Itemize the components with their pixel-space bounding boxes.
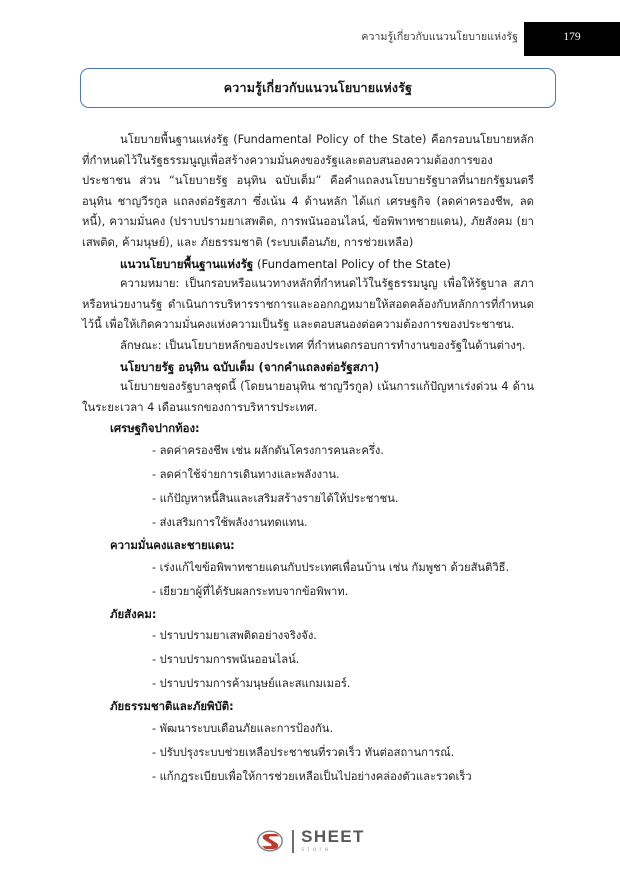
group-title-disaster: ภัยธรรมชาติและภัยพิบัติ:	[110, 699, 234, 714]
list-item: - เยียวยาผู้ที่ได้รับผลกระทบจากข้อพิพาท.	[152, 584, 349, 598]
document-body	[82, 130, 534, 789]
list-item: - ปรับปรุงระบบช่วยเหลือประชาชนที่รวดเร็ว ทันต่อสถานการณ์.	[152, 745, 455, 759]
list-item: - ปราบปรามการค้ามนุษย์และสแกมเมอร์.	[152, 677, 351, 691]
list-item: - พัฒนาระบบเตือนภัยและการป้องกัน.	[152, 721, 334, 735]
list-item: - ลดค่าครองชีพ เช่น ผลักดันโครงการคนละครึ่ง.	[152, 443, 384, 457]
running-header-title: ความรู้เกี่ยวกับแนวนโยบายแห่งรัฐ	[361, 31, 518, 43]
group-title-social-threat: ภัยสังคม:	[110, 606, 157, 621]
section-1-heading	[82, 254, 534, 275]
group-title-security: ความมั่นคงและชายแดน:	[110, 537, 235, 552]
page-header	[0, 22, 620, 58]
section-1-characteristic: ลักษณะ: เป็นนโยบายหลักของประเทศ ที่กำหนดกรอบการทำงานของรัฐในด้านต่างๆ.	[120, 338, 526, 352]
list-item: - เร่งแก้ไขข้อพิพาทชายแดนกับประเทศเพื่อนบ้าน เช่น กัมพูชา ด้วยสันติวิธี.	[152, 560, 510, 574]
logo-divider	[292, 830, 294, 853]
page-number: 179	[563, 31, 581, 43]
page-footer	[0, 826, 620, 856]
sheet-store-logo	[255, 826, 365, 856]
list-item: - ลดค่าใช้จ่ายการเดินทางและพลังงาน.	[152, 467, 340, 481]
intro-paragraph: นโยบายพื้นฐานแห่งรัฐ (Fundamental Policy of the State) คือกรอบนโยบายหลักที่กำหนดไว้ในรัฐธรรมนูญเพื่อสร้างความมั่นคงของรัฐและตอบสนองความต้องการของประชาชน ส่วน “นโยบายรัฐ อนุทิน ฉบับเต็ม” คือคำแถลงนโยบายรัฐบาลที่นายกรัฐมนตรีอนุทิน ชาญวีรกูล แถลงต่อรัฐสภา ซึ่งเน้น 4 ด้านหลัก ได้แก่ เศรษฐกิจ (ลดค่าครองชีพ, ลดหนี้), ความมั่นคง (ปราบปรามยาเสพติด, การพนันออนไลน์, ข้อพิพาทชายแดน), ภัยสังคม (ยาเสพติด, ค้ามนุษย์), และ ภัยธรรมชาติ (ระบบเตือนภัย, การช่วยเหลือ)	[82, 133, 534, 249]
sheet-s-logo-icon	[255, 826, 285, 856]
group-title-economy: เศรษฐกิจปากท้อง:	[110, 421, 200, 436]
chapter-title-box	[80, 68, 556, 108]
list-item: - ปราบปรามการพนันออนไลน์.	[152, 653, 300, 667]
section-1-heading-thai: แนวนโยบายพื้นฐานแห่งรัฐ	[120, 256, 254, 271]
logo-word-sheet: SHEET	[301, 827, 365, 847]
logo-word-store: store	[301, 846, 332, 854]
section-1-meaning: ความหมาย: เป็นกรอบหรือแนวทางหลักที่กำหนดไว้ในรัฐธรรมนูญ เพื่อให้รัฐบาล สภา หรือหน่วยงานรัฐ ดำเนินการบริหารราชการและออกกฎหมายให้สอดคล้องกับหลักการที่กำหนดไว้นี้ เพื่อให้เกิดความมั่นคงแห่งความเป็นรัฐ และตอบสนองต่อความต้องการของประชาชน.	[82, 277, 534, 332]
section-2-heading: นโยบายรัฐ อนุทิน ฉบับเต็ม (จากคำแถลงต่อรัฐสภา)	[120, 359, 380, 374]
list-item: - ส่งเสริมการใช้พลังงานทดแทน.	[152, 515, 308, 529]
list-item: - แก้ปัญหาหนี้สินและเสริมสร้างรายได้ให้ประชาชน.	[152, 491, 399, 505]
chapter-title: ความรู้เกี่ยวกับแนวนโยบายแห่งรัฐ	[223, 80, 413, 95]
section-1-heading-english: (Fundamental Policy of the State)	[257, 256, 451, 271]
page-number-box	[524, 22, 620, 56]
section-2-paragraph: นโยบายของรัฐบาลชุดนี้ (โดยนายอนุทิน ชาญวีรกูล) เน้นการแก้ปัญหาเร่งด่วน 4 ด้าน ในระยะเวลา 4 เดือนแรกของการบริหารประเทศ.	[82, 380, 534, 414]
list-item: - แก้กฎระเบียบเพื่อให้การช่วยเหลือเป็นไปอย่างคล่องตัวและรวดเร็ว	[152, 769, 472, 783]
logo-wordmark	[301, 828, 365, 854]
list-item: - ปราบปรามยาเสพติดอย่างจริงจัง.	[152, 629, 317, 643]
